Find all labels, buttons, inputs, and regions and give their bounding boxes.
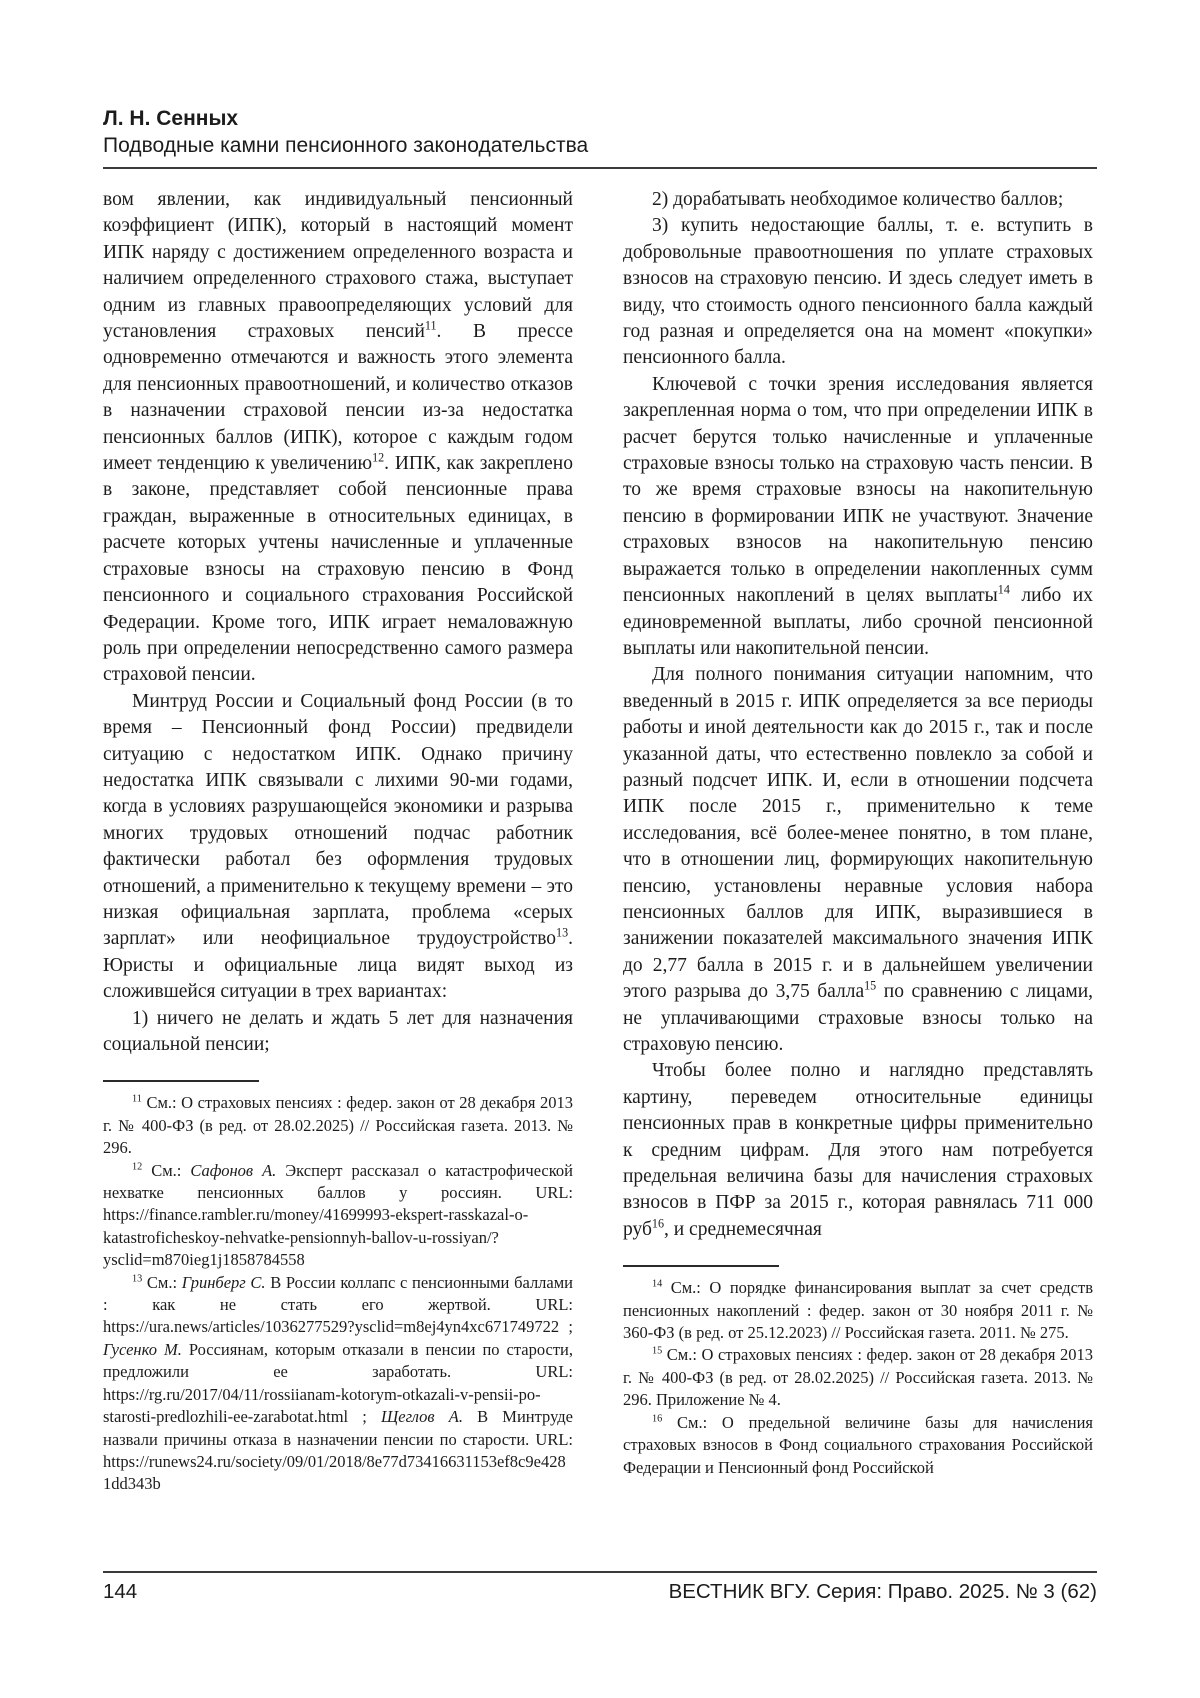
paragraph: Для полного понимания ситуации напомним, что введенный в 2015 г. ИПК определяется за все периоды работы и иной деятельности как до 2015 г., так и после указанной даты, что естественно повлекло за собой и разный подсчет ИПК. И, если в отношении подсчета ИПК после 2015 г., применительно к теме исследования, всё более-менее понятно, в том плане, что в отношении лиц, формирующих накопительную пенсию, установлены неравные условия набора пенсионных баллов для ИПК, выразившиеся в занижении показателей максимального значения ИПК до 2,77 балла в 2015 г. и в дальнейшем увеличении этого разрыва до 3,75 балла$^{15}$ по сравнению с лицами, не уплачивающими страховые взносы только на страховую пенсию.: [623, 664, 1093, 1055]
author-name: Л. Н. Сенных: [103, 107, 239, 130]
right-column-body: [623, 187, 1093, 1243]
footnote-ref: 15: [864, 978, 877, 993]
footnote-number: 15: [652, 1345, 663, 1357]
italic-author-name: Гусенко М.: [103, 1339, 182, 1359]
footnote-ref: 13: [556, 925, 569, 940]
footnote-number: 14: [652, 1278, 663, 1290]
header-rule: [103, 167, 1097, 169]
footnote-number: 11: [132, 1093, 142, 1105]
footnote-ref: 14: [997, 582, 1010, 597]
footnote: $^{14}$ См.: О порядке финансирования выплат за счет средств пенсионных накоплений : федер. закон от 30 ноября 2011 г. № 360-ФЗ (в ред. от 25.12.2023) // Российская газета. 2011. № 275.: [623, 1278, 1094, 1343]
footnote: $^{15}$ См.: О страховых пенсиях : федер. закон от 28 декабря 2013 г. № 400-ФЗ (в ред. от 28.02.2025) // Российская газета. 2013. № 296. Приложение № 4.: [623, 1345, 1094, 1410]
paragraph: Ключевой с точки зрения исследования является закрепленная норма о том, что при определении ИПК в расчет берутся только начисленные и уплаченные страховые взносы только на страховую часть пенсии. В то же время страховые взносы на накопительную пенсию в формировании ИПК не участвуют. Значение страховых взносов на накопительную пенсию выражается только в определении накопленных сумм пенсионных накоплений в целях выплаты$^{14}$ либо их единовременной выплаты, либо срочной пенсионной выплаты или накопительной пенсии.: [623, 373, 1093, 659]
paragraph: вом явлении, как индивидуальный пенсионный коэффициент (ИПК), который в настоящий момент ИПК наряду с достижением определенного возраста и наличием определенного страхового стажа, выступает одним из главных правоопределяющих условий для установления страховых пенсий$^{11}$. В прессе одновременно отмечаются и важность этого элемента для пенсионных правоотношений, и количество отказов в назначении страховой пенсии из-за недостатка пенсионных баллов (ИПК), которое с каждым годом имеет тенденцию к увеличению$^{12}$. ИПК, как закреплено в законе, представляет собой пенсионные права граждан, выраженные в относительных единицах, в расчете которых учтены начисленные и уплаченные страховые взносы на страховую пенсию в Фонд пенсионного и социального страхования Российской Федерации. Кроме того, ИПК играет немаловажную роль при определении непосредственно самого размера страховой пенсии.: [103, 189, 573, 686]
footnote: $^{12}$ См.: Сафонов А. Эксперт рассказал о катастрофической нехватке пенсионных баллов у россиян. URL: https://finance.rambler.ru/money/41699993-ekspert-rasskazal-o-katastroficheskoy-nehvatke-pensionnyh-ballov-u-rossiyan/?ysclid=m870ieg1j1858784558: [103, 1160, 574, 1270]
paragraph: 2) дорабатывать необходимое количество баллов;: [652, 189, 1064, 210]
paragraph: Минтруд России и Социальный фонд России (в то время – Пенсионный фонд России) предвидели ситуацию с недостатком ИПК. Однако причину недостатка ИПК связывали с лихими 90-ми годами, когда в условиях разрушающейся экономики и разрыва многих трудовых отношений подчас работник фактически работал без оформления трудовых отношений, а применительно к текущему времени – это низкая официальная зарплата, проблема «серых зарплат» или неофициальное трудоустройство$^{13}$. Юристы и официальные лица видят выход из сложившейся ситуации в трех вариантах:: [103, 690, 573, 1003]
footer: [103, 1571, 1097, 1604]
footnote-ref: 11: [424, 318, 437, 333]
italic-author-name: Сафонов А.: [190, 1160, 277, 1180]
page-number: 144: [103, 1580, 138, 1603]
journal-title: ВЕСТНИК ВГУ. Серия: Право. 2025. № 3 (62): [668, 1580, 1097, 1603]
right-footnote-separator: [623, 1265, 779, 1267]
two-column-text: [103, 187, 1097, 1496]
left-column-footnotes: [103, 1092, 573, 1495]
footnote: $^{16}$ См.: О предельной величине базы для начисления страховых взносов в Фонд социального страхования Российской Федерации и Пенсионный фонд Российской: [623, 1412, 1093, 1477]
footnote-number: 12: [132, 1161, 143, 1173]
right-column: [623, 187, 1093, 1496]
paragraph: 3) купить недостающие баллы, т. е. вступить в добровольные правоотношения по уплате страховых взносов на страховую пенсию. И здесь следует иметь в виду, что стоимость одного пенсионного балла каждый год разная и определяется она на момент «покупки» пенсионного балла.: [623, 215, 1093, 369]
article-title: Подводные камни пенсионного законодательства: [103, 134, 589, 157]
italic-author-name: Гринберг С.: [181, 1272, 266, 1292]
footnote-ref: 12: [372, 450, 385, 465]
running-head: [103, 106, 1097, 159]
footnote-number: 13: [132, 1273, 143, 1285]
left-column: [103, 187, 573, 1496]
right-column-footnotes: [623, 1277, 1093, 1479]
footnote-ref: 16: [651, 1216, 664, 1231]
left-column-body: [103, 187, 573, 1058]
footnote: $^{11}$ См.: О страховых пенсиях : федер. закон от 28 декабря 2013 г. № 400-ФЗ (в ред. от 28.02.2025) // Российская газета. 2013. № 296.: [103, 1093, 574, 1158]
italic-author-name: Щеглов А.: [381, 1407, 463, 1427]
left-footnote-separator: [103, 1080, 259, 1082]
footnote: $^{13}$ См.: Гринберг С. В России коллапс с пенсионными баллами : как не стать его жертвой. URL: https://ura.news/articles/1036277529?ysclid=m8ej4yn4xc671749722 ; Гусенко М. Россиянам, которым отказали в пенсии по старости, предложили ее заработать. URL: https://rg.ru/2017/04/11/rossiianam-kotorym-otkazali-v-pensii-po-starosti-predlozhili-ee-zarabotat.html ; Щеглов А. В Минтруде назвали причины отказа в назначении пенсии по старости. URL: https://runews24.ru/society/09/01/2018/8e77d73416631153ef8c9e4281dd343b: [103, 1272, 574, 1494]
paragraph: Чтобы более полно и наглядно представлять картину, переведем относительные единицы пенсионных прав в конкретные цифры применительно к средним цифрам. Для этого нам потребуется предельная величина базы для начисления страховых взносов в ПФР за 2015 г., которая равнялась 711 000 руб$^{16}$, и среднемесячная: [623, 1060, 1093, 1240]
paragraph: 1) ничего не делать и ждать 5 лет для назначения социальной пенсии;: [103, 1007, 573, 1055]
footnote-number: 16: [652, 1413, 663, 1425]
